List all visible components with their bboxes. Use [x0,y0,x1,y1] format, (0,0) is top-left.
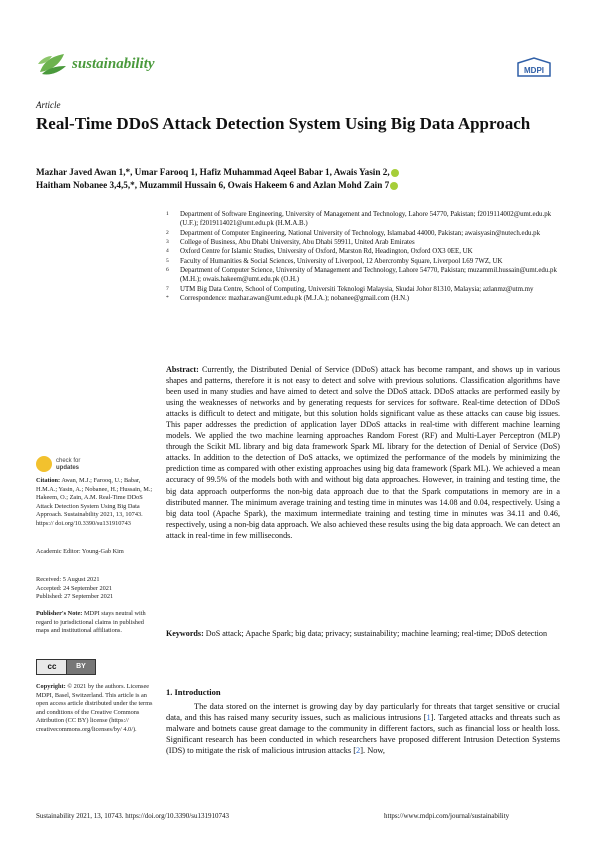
section-heading: 1. Introduction [166,687,221,697]
affiliation-item [166,266,561,284]
affiliation-text: Department of Computer Science, University of Management and Technology, Lahore 54770, Pakistan; muzammil.hussain@umt.edu.pk (M.H.); owais.hakeem@umt.edu.pk (O.H.) [180,267,557,284]
affiliation-text: UTM Big Data Centre, School of Computing, Universiti Teknologi Malaysia, Skudai Johor 81310, Malaysia; azlanmz@utm.my [180,285,534,293]
author-line-1 [36,166,566,179]
orcid-icon[interactable] [391,169,399,177]
authors-text-2[interactable]: Haitham Nobanee 3,4,5,*, Muzammil Hussain 6, Owais Hakeem 6 and Azlan Mohd Zain 7 [36,180,390,190]
footer-citation[interactable]: Sustainability 2021, 13, 10743. https://doi.org/10.3390/su131910743 [36,812,229,820]
article-type: Article [36,100,61,110]
affiliation-number: 2 [166,229,169,236]
keywords-text: DoS attack; Apache Spark; big data; privacy; sustainability; machine learning; real-time; DDoS detection [205,629,547,638]
cc-license-icon[interactable]: cc [36,659,68,675]
affiliation-number: 7 [166,285,169,292]
updates-label: updates [56,464,80,471]
affiliation-number: 4 [166,248,169,255]
reference-link[interactable]: 2 [356,746,361,756]
citation-block [36,477,156,529]
intro-text: ]. Targeted attacks and threats such as malware and botnets cause great damage to the community in different factors, such as financial loss or health loss. Significant research has been conducted in which researchers have proposed different Intrusion Detection Systems (IDS) to mitigate the risk of malicious intrusion attacks [ [166,713,560,756]
mdpi-logo-text: MDPI [524,66,544,75]
journal-leaf-logo-icon [36,50,68,78]
received-date: Received: 5 August 2021 [36,576,100,583]
affiliation-number: 6 [166,267,169,274]
abstract-label: Abstract: [166,365,199,374]
correspondence-text: Correspondence: mazhar.awan@umt.edu.pk (M.J.A.); nobanee@gmail.com (H.N.) [180,295,410,303]
copyright-block [36,683,156,735]
affiliation-text: Department of Computer Engineering, National University of Technology, Islamabad 44000, Pakistan; awaisyasin@nutech.edu.pk [180,229,541,237]
abstract-text: Currently, the Distributed Denial of Service (DDoS) attack has become rampant, and shows up in various shapes and patterns, therefore it is not easy to detect and solve with previous solutions. Classification algorithms have been used in many studies and have aimed to detect and solve the DDoS attack. DDoS attacks are performed easily by using the weaknesses of networks and by generating requests for services for software. Real-time detection of DDoS attacks is difficult to detect and mitigate, but this solution holds significant value as these attacks can cause big issues. This paper addresses the prediction of application layer DDoS attacks in real-time with different machine learning models. We applied the two machine learning approaches Random Forest (RF) and Multi-Layer Perceptron (MLP) through the Scikit ML library and big data framework Spark ML library for the detection of Denial of Service (DoS) attacks. In addition to the detection of DoS attacks, we optimized the performance of the models by minimizing the prediction time as compared with other existing approaches using big data framework (Spark ML). We achieved a mean accuracy of 99.5% of the models both with and without big data approaches. However, in training and testing time, the big data approach outperforms the non-big data approach due to that the Spark computations in memory are in a distributed manner. The minimum average training and testing time in minutes was 14.08 and 0.04, respectively. Using a big data tool (Apache Spark), the maximum intermediate training and testing time in minutes was 34.11 and 0.46, respectively, using a non-big data approach. We also achieved these results using the big data approach. We can detect an attack in real-time in few milliseconds. [166,365,560,540]
journal-name[interactable]: sustainability [72,56,155,72]
mdpi-logo-icon[interactable] [517,57,551,77]
abstract [166,364,560,541]
affiliation-item [166,229,561,238]
affiliation-item [166,247,561,256]
dates-block [36,576,156,602]
authors-text-1[interactable]: Mazhar Javed Awan 1,*, Umar Farooq 1, Hafiz Muhammad Aqeel Babar 1, Awais Yasin 2, [36,167,390,177]
accepted-date: Accepted: 24 September 2021 [36,584,113,592]
affiliation-number: 3 [166,238,169,245]
check-label: check for [56,458,81,464]
publisher-note [36,610,156,636]
author-list [36,166,566,192]
publisher-note-label: Publisher's Note: [36,610,83,617]
affiliation-number: 5 [166,257,169,264]
orcid-icon[interactable] [390,182,398,190]
affiliation-text: Faculty of Humanities & Social Sciences, University of Liverpool, 12 Abercromby Square, Liverpool L69 7WZ, UK [180,257,503,265]
correspondence-item [166,294,561,303]
author-line-2 [36,179,566,192]
affiliation-text: Department of Software Engineering, University of Management and Technology, Lahore 54770, Pakistan; f2019114002@umt.edu.pk (U.F.); f2019114021@umt.edu.pk (H.M.A.B.) [180,211,552,228]
paper-title: Real-Time DDoS Attack Detection System Using Big Data Approach [36,114,531,133]
reference-link[interactable]: 1 [426,713,431,723]
intro-text: The data stored on the internet is growing day by day particularly for threats that target sensitive or crucial data, and this has raised many security issues, such as malicious intrusions [ [166,702,560,723]
academic-editor: Academic Editor: Young-Gab Kim [36,548,124,555]
keywords-label: Keywords: [166,629,204,638]
affiliation-item [166,285,561,294]
affiliation-text: Oxford Centre for Islamic Studies, University of Oxford, Marston Rd, Headington, Oxford OX3 0EE, UK [180,248,473,256]
check-for-updates-icon[interactable] [36,456,52,472]
footer-journal-url[interactable]: https://www.mdpi.com/journal/sustainability [384,812,510,820]
intro-text: ]. Now, [360,746,386,756]
copyright-label: Copyright: [36,683,66,690]
introduction-paragraph [166,701,560,756]
affiliation-item [166,238,561,247]
citation-label: Citation: [36,477,61,484]
affiliation-number: 1 [166,211,169,217]
affiliation-item [166,257,561,266]
check-for-updates-button[interactable] [56,458,80,471]
copyright-text: © 2021 by the authors. Licensee MDPI, Basel, Switzerland. This article is an open access article distributed under the terms and conditions of the Creative Commons Attribution (CC BY) license (https:// creativecommons.org/licenses/by/ 4.0/). [36,683,153,733]
affiliation-item [166,210,561,228]
publisher-note-text: MDPI stays neutral with regard to jurisdictional claims in published maps and institutional affiliations. [36,610,146,635]
citation-text[interactable]: Awan, M.J.; Farooq, U.; Babar, H.M.A.; Yasin, A.; Nobanee, H.; Hussain, M.; Hakeem, O.; Zain, A.M. Real-Time DDoS Attack Detection System Using Big Data Approach. Sustainability 2021, 13, 10743. https:// doi.org/10.3390/su131910743 [36,477,153,527]
keywords [166,628,560,639]
affiliation-list [166,210,561,304]
published-date: Published: 27 September 2021 [36,593,114,601]
affiliation-text: College of Business, Abu Dhabi University, Abu Dhabi 59911, United Arab Emirates [180,238,415,246]
affiliation-number: * [166,295,169,302]
cc-by-icon[interactable]: BY [66,659,96,675]
